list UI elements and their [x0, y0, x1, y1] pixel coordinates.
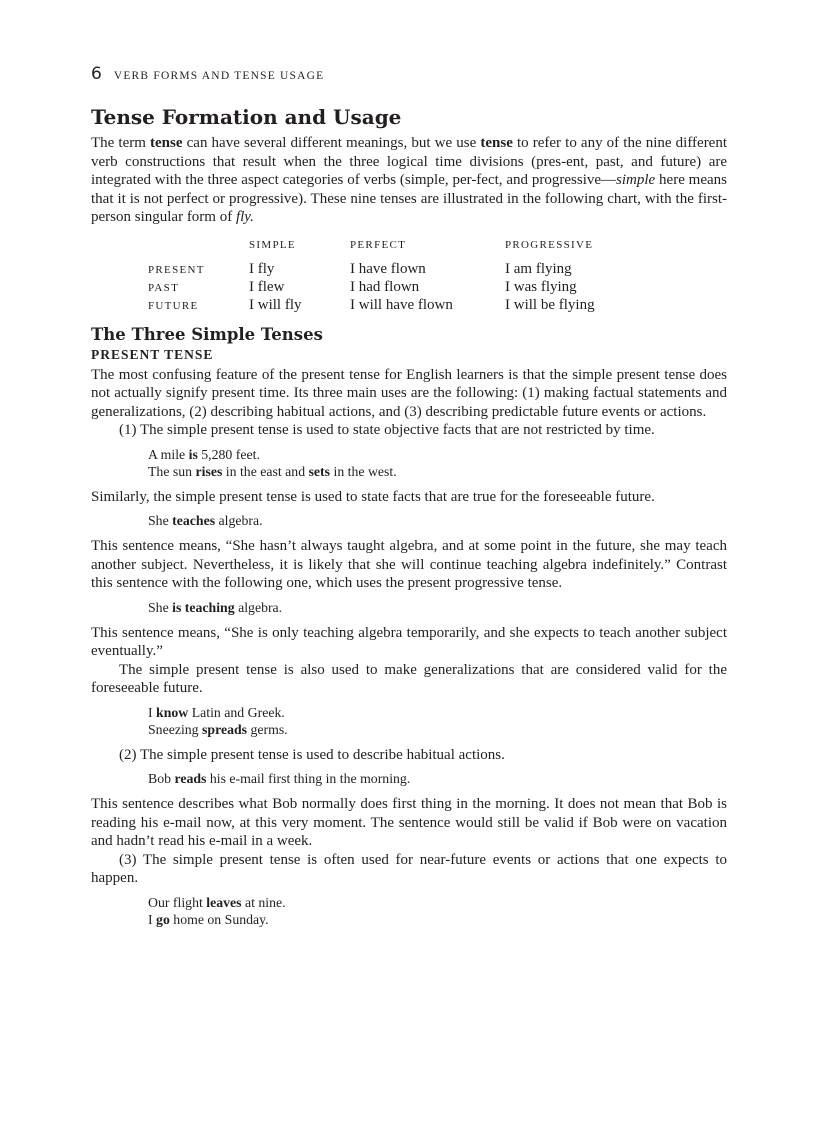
page-content [91, 64, 727, 936]
paragraph-use-2: (2) The simple present tense is used to describe habitual actions. [119, 746, 505, 763]
tense-row-future [148, 297, 635, 315]
tense-chart-header [148, 239, 635, 261]
paragraph-use-3: (3) The simple present tense is often used for near-future events or actions that one expects to happen. [91, 851, 727, 886]
running-title: VERB FORMS AND TENSE USAGE [113, 70, 325, 82]
column-header-progressive: PROGRESSIVE [505, 238, 594, 251]
example-block [148, 446, 727, 480]
example-line: The sun rises in the east and sets in the west. [148, 463, 397, 479]
example-block [148, 512, 727, 529]
paragraph: This sentence describes what Bob normally does first thing in the morning. It does not mean that Bob is reading his e-mail now, at this very moment. The sentence would still be valid if Bob were on vacation and hadn’t read his e-mail in a week. [91, 796, 727, 849]
section-title: Tense Formation and Usage [91, 105, 402, 129]
table-cell: I am flying [505, 260, 572, 277]
paragraph: This sentence means, “She hasn’t always taught algebra, and at some point in the future, she may teach another subject. Nevertheless, it is likely that she will continue teaching algebra indefinitely.” Contrast this sentence with the following one, which uses the present progressive tense. [91, 538, 727, 591]
example-line: I go home on Sunday. [148, 911, 269, 927]
paragraph-use-1: (1) The simple present tense is used to state objective facts that are not restricted by time. [119, 422, 655, 438]
row-label: FUTURE [148, 299, 199, 312]
example-block [148, 704, 727, 738]
paragraph: The simple present tense is also used to make generalizations that are considered valid for the foreseeable future. [91, 661, 727, 696]
example-line: Our flight leaves at nine. [148, 894, 286, 910]
runin-heading: PRESENT TENSE [91, 346, 214, 362]
table-cell: I had flown [350, 278, 420, 295]
page-number: 6 [91, 64, 102, 84]
tense-chart [148, 239, 635, 315]
subsection-title: The Three Simple Tenses [91, 324, 323, 344]
example-line: Bob reads his e-mail first thing in the morning. [148, 771, 411, 786]
tense-row-present [148, 261, 635, 279]
table-cell: I was flying [505, 278, 577, 295]
example-line: Sneezing spreads germs. [148, 721, 288, 737]
tense-row-past [148, 279, 635, 297]
table-cell: I will be flying [505, 296, 595, 313]
column-header-simple: SIMPLE [249, 238, 296, 251]
example-line: A mile is 5,280 feet. [148, 446, 260, 462]
table-cell: I flew [249, 278, 285, 295]
row-label: PAST [148, 281, 180, 294]
example-line: I know Latin and Greek. [148, 704, 285, 720]
intro-paragraph: The term tense can have several different meanings, but we use tense to refer to any of the nine different verb constructions that result when the three logical time divisions (pres-ent, past, and future) are integrated with the three aspect categories of verbs (simple, per-fect, and progressive—simple here means that it is not perfect or progressive). These nine tenses are illustrated in the following chart, with the first-person singular form of fly. [91, 135, 728, 225]
paragraph: This sentence means, “She is only teaching algebra temporarily, and she expects to teach another subject eventually.” [91, 624, 727, 659]
table-cell: I fly [249, 260, 275, 277]
example-block [148, 894, 727, 928]
row-label: PRESENT [148, 263, 205, 276]
example-line: She is teaching algebra. [148, 599, 283, 615]
paragraph-intro-present: The most confusing feature of the present tense for English learners is that the simple present tense does not actually signify present time. Its three main uses are the following: (1) making factual statements and generalizations, (2) describing habitual actions, and (3) describing predictable future events or actions. [91, 366, 727, 420]
running-head [91, 64, 727, 88]
example-block [148, 770, 727, 787]
example-line: She teaches algebra. [148, 513, 263, 528]
example-block [148, 599, 727, 616]
table-cell: I have flown [350, 260, 426, 277]
table-cell: I will fly [249, 296, 302, 313]
table-cell: I will have flown [350, 296, 453, 313]
column-header-perfect: PERFECT [350, 238, 407, 251]
paragraph: Similarly, the simple present tense is used to state facts that are true for the foreseeable future. [91, 488, 655, 505]
